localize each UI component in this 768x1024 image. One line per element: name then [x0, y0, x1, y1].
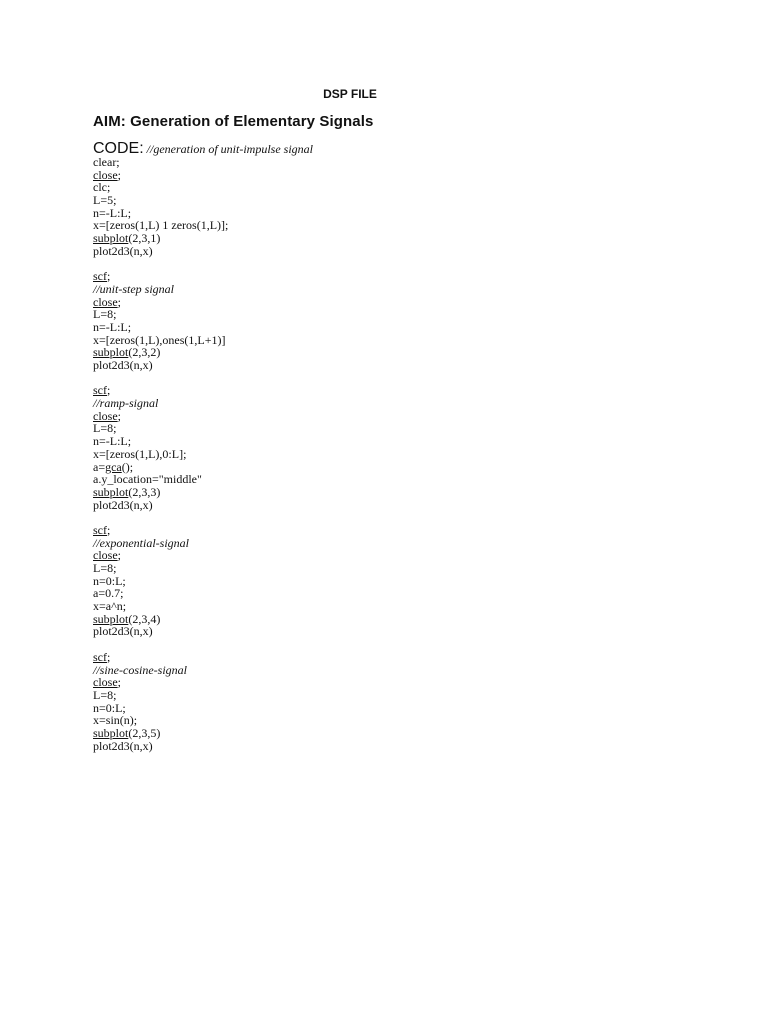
code-text: n=-L:L; — [93, 319, 132, 334]
code-text: n=0:L; — [93, 700, 126, 715]
code-line — [93, 245, 228, 258]
code-comment: //exponential-signal — [93, 535, 189, 550]
code-text: L=8; — [93, 307, 117, 322]
code-line — [93, 169, 228, 182]
code-text: clc; — [93, 180, 111, 195]
code-text: L=8; — [93, 561, 117, 575]
code-text: ; — [107, 649, 111, 664]
code-text: n=-L:L; — [93, 434, 132, 449]
code-text: ; — [107, 383, 111, 398]
code-text: x=sin(n); — [93, 713, 138, 728]
code-text: ; — [117, 167, 121, 182]
code-text: (2,3,2) — [128, 345, 161, 360]
code-keyword: close — [93, 548, 118, 563]
code-text: x=a^n; — [93, 599, 127, 614]
code-text: a= — [93, 459, 106, 474]
code-text: x=[zeros(1,L),0:L]; — [93, 446, 187, 461]
code-line — [93, 625, 228, 638]
code-text: a=0.7; — [93, 586, 124, 601]
code-keyword: subplot — [93, 725, 129, 740]
code-text: (2,3,4) — [128, 611, 161, 626]
code-text: n=0:L; — [93, 573, 126, 588]
code-keyword: subplot — [93, 345, 129, 360]
code-keyword: close — [93, 408, 118, 423]
code-text: L=8; — [93, 421, 117, 436]
code-text: plot2d3(n,x) — [93, 624, 153, 639]
code-text: plot2d3(n,x) — [93, 358, 153, 372]
aim-heading: AIM: Generation of Elementary Signals — [93, 113, 374, 130]
code-line — [93, 511, 228, 524]
code-text: (2,3,3) — [128, 484, 161, 499]
code-line — [93, 359, 228, 372]
code-comment: //unit-step signal — [93, 281, 174, 296]
code-comment: //generation of unit-impulse signal — [143, 142, 313, 156]
code-text: plot2d3(n,x) — [93, 497, 153, 512]
code-text: (); — [121, 459, 134, 474]
code-keyword: subplot — [93, 231, 129, 246]
code-label: CODE: — [93, 140, 144, 157]
code-text: (2,3,5) — [128, 725, 161, 740]
code-line — [93, 740, 228, 753]
code-keyword: gca — [105, 459, 122, 474]
code-line — [93, 258, 228, 271]
code-comment: //sine-cosine-signal — [93, 662, 187, 677]
code-text: (2,3,1) — [128, 231, 161, 246]
code-keyword: scf — [93, 383, 107, 398]
code-keyword: close — [93, 675, 118, 690]
code-line — [93, 638, 228, 651]
code-text: L=8; — [93, 687, 117, 702]
code-text: L=5; — [93, 193, 117, 208]
code-keyword: scf — [93, 649, 107, 664]
document-header: DSP FILE — [323, 87, 377, 101]
code-text: ; — [117, 675, 121, 690]
code-keyword: subplot — [93, 611, 129, 626]
code-block — [93, 156, 228, 752]
code-text: plot2d3(n,x) — [93, 738, 153, 753]
code-text: x=[zeros(1,L),ones(1,L+1)] — [93, 332, 226, 347]
code-line — [93, 372, 228, 385]
code-keyword: subplot — [93, 484, 129, 499]
code-keyword: scf — [93, 269, 107, 284]
code-keyword: close — [93, 294, 118, 309]
code-text: ; — [107, 269, 111, 284]
code-text: plot2d3(n,x) — [93, 243, 153, 258]
code-text: ; — [117, 408, 121, 423]
code-line — [93, 499, 228, 512]
code-text: a.y_location="middle" — [93, 472, 202, 487]
code-text: ; — [107, 522, 111, 537]
code-text: x=[zeros(1,L) 1 zeros(1,L)]; — [93, 218, 229, 233]
code-text: n=-L:L; — [93, 205, 132, 220]
code-keyword: close — [93, 167, 118, 182]
code-text: ; — [117, 548, 121, 563]
code-text: clear; — [93, 155, 120, 169]
code-keyword: scf — [93, 522, 107, 537]
code-text: ; — [117, 294, 121, 309]
code-comment: //ramp-signal — [93, 396, 159, 411]
